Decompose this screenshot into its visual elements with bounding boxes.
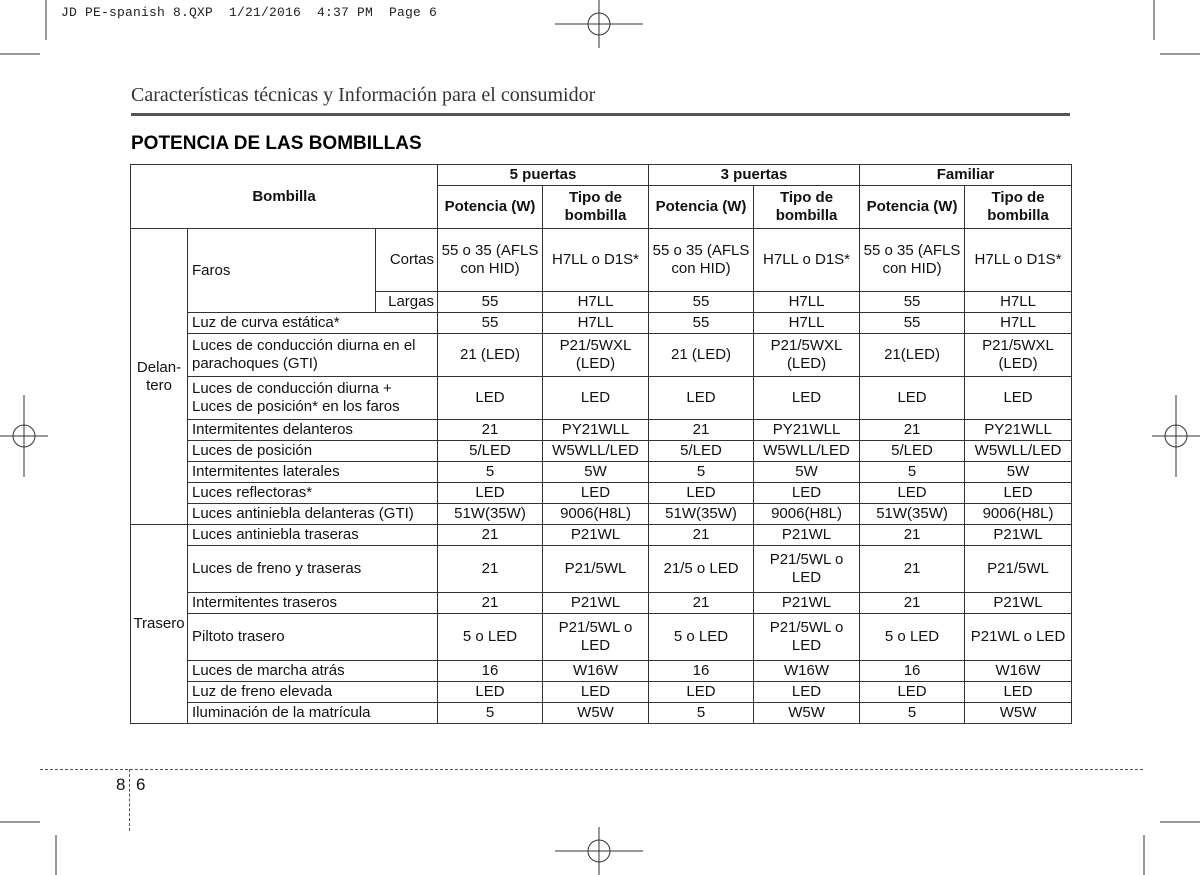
registration-mark-right xyxy=(1152,395,1200,477)
power-value: 5 xyxy=(649,462,754,483)
bulb-type-value: LED xyxy=(543,682,649,703)
table-row xyxy=(131,703,1072,724)
print-slug: JD PE-spanish 8.QXP 1/21/2016 4:37 PM Page 6 xyxy=(61,5,438,20)
power-header: Potencia (W) xyxy=(649,186,754,229)
bulb-name: Iluminación de la matrícula xyxy=(188,703,438,724)
bulb-name: Luces de marcha atrás xyxy=(188,661,438,682)
bulb-type-value: W5WLL/LED xyxy=(543,441,649,462)
running-head: Características técnicas y Información para el consumidor xyxy=(131,84,596,106)
table-row xyxy=(131,229,1072,292)
type-header: Tipo de bombilla xyxy=(965,186,1072,229)
power-value: LED xyxy=(860,483,965,504)
bulb-type-value: P21/5WL o LED xyxy=(543,614,649,661)
power-value: 5/LED xyxy=(438,441,543,462)
chapter-number: 8 xyxy=(116,775,126,794)
power-value: 21 xyxy=(860,546,965,593)
bulb-name: Luces antiniebla traseras xyxy=(188,525,438,546)
power-value: 51W(35W) xyxy=(649,504,754,525)
bulb-type-value: LED xyxy=(543,377,649,420)
bulb-type-value: LED xyxy=(965,682,1072,703)
table-row xyxy=(131,377,1072,420)
power-value: LED xyxy=(438,377,543,420)
power-value: LED xyxy=(860,682,965,703)
rear-group-label: Trasero xyxy=(131,525,188,724)
bulb-type-value: H7LL xyxy=(543,313,649,334)
power-value: 21 xyxy=(649,525,754,546)
bulb-name: Luces de conducción diurna + Luces de posición* en los faros xyxy=(188,377,438,420)
power-value: 5 xyxy=(649,703,754,724)
group-header-3-doors: 3 puertas xyxy=(649,165,860,186)
power-value: 21 xyxy=(649,420,754,441)
power-value: 5 xyxy=(438,462,543,483)
power-value: 55 o 35 (AFLS con HID) xyxy=(649,229,754,292)
bulb-type-value: H7LL xyxy=(965,292,1072,313)
power-value: 55 o 35 (AFLS con HID) xyxy=(860,229,965,292)
power-header: Potencia (W) xyxy=(438,186,543,229)
bulb-type-value: P21/5WL xyxy=(965,546,1072,593)
bulb-name: Luces antiniebla delanteras (GTI) xyxy=(188,504,438,525)
bulb-type-value: 9006(H8L) xyxy=(543,504,649,525)
registration-mark-left xyxy=(0,395,48,477)
power-value: 5/LED xyxy=(649,441,754,462)
power-value: LED xyxy=(438,483,543,504)
bulb-type-value: P21WL xyxy=(543,593,649,614)
footer-divider xyxy=(129,769,130,831)
power-value: 5 xyxy=(860,462,965,483)
bulb-type-value: P21WL xyxy=(754,593,860,614)
power-value: LED xyxy=(438,682,543,703)
bulb-type-value: H7LL xyxy=(754,292,860,313)
bulb-type-value: LED xyxy=(543,483,649,504)
footer-rule xyxy=(40,769,1143,770)
bulb-type-value: W5WLL/LED xyxy=(754,441,860,462)
power-value: 55 xyxy=(438,313,543,334)
bulb-type-value: 9006(H8L) xyxy=(965,504,1072,525)
bulb-type-value: P21WL xyxy=(754,525,860,546)
bulb-type-value: LED xyxy=(754,483,860,504)
bulb-name: Luces de freno y traseras xyxy=(188,546,438,593)
table-row xyxy=(131,334,1072,377)
table-row xyxy=(131,682,1072,703)
bulb-type-value: W16W xyxy=(543,661,649,682)
power-value: 21/5 o LED xyxy=(649,546,754,593)
power-value: 5 xyxy=(860,703,965,724)
power-value: 21 xyxy=(860,525,965,546)
bulb-header: Bombilla xyxy=(131,165,438,229)
bulb-type-value: 9006(H8L) xyxy=(754,504,860,525)
power-value: 16 xyxy=(438,661,543,682)
bulb-name: Intermitentes traseros xyxy=(188,593,438,614)
bulb-name: Intermitentes laterales xyxy=(188,462,438,483)
bulb-name: Intermitentes delanteros xyxy=(188,420,438,441)
bulb-name: Luz de freno elevada xyxy=(188,682,438,703)
power-value: 16 xyxy=(860,661,965,682)
bulb-type-value: H7LL o D1S* xyxy=(754,229,860,292)
header-rule xyxy=(131,113,1070,116)
power-value: 5 o LED xyxy=(860,614,965,661)
table-row xyxy=(131,420,1072,441)
power-value: 5/LED xyxy=(860,441,965,462)
bulb-name: Luces de posición xyxy=(188,441,438,462)
bulb-type-value: H7LL o D1S* xyxy=(543,229,649,292)
bulb-type-value: P21WL xyxy=(965,525,1072,546)
bulb-type-value: P21/5WXL (LED) xyxy=(754,334,860,377)
power-value: 21 xyxy=(649,593,754,614)
power-value: 21(LED) xyxy=(860,334,965,377)
bulb-type-value: LED xyxy=(754,682,860,703)
section-title: POTENCIA DE LAS BOMBILLAS xyxy=(131,133,422,154)
power-value: 21 xyxy=(438,593,543,614)
bulb-type-value: PY21WLL xyxy=(754,420,860,441)
bulb-type-value: 5W xyxy=(543,462,649,483)
power-value: 21 xyxy=(860,593,965,614)
type-header: Tipo de bombilla xyxy=(754,186,860,229)
bulb-type-value: P21WL xyxy=(965,593,1072,614)
bulb-type-value: H7LL o D1S* xyxy=(965,229,1072,292)
power-value: LED xyxy=(649,682,754,703)
power-value: 5 xyxy=(438,703,543,724)
bulb-type-value: W16W xyxy=(754,661,860,682)
bulb-type-value: P21/5WL xyxy=(543,546,649,593)
power-value: 55 o 35 (AFLS con HID) xyxy=(438,229,543,292)
power-value: 21 xyxy=(860,420,965,441)
bulb-name: Luz de curva estática* xyxy=(188,313,438,334)
bulb-type-value: H7LL xyxy=(543,292,649,313)
group-header-5-doors: 5 puertas xyxy=(438,165,649,186)
table-row xyxy=(131,614,1072,661)
power-value: 51W(35W) xyxy=(860,504,965,525)
table-row xyxy=(131,483,1072,504)
table-row xyxy=(131,593,1072,614)
power-value: 55 xyxy=(649,313,754,334)
table-row xyxy=(131,441,1072,462)
table-row xyxy=(131,504,1072,525)
bulb-subtype: Cortas xyxy=(376,229,438,292)
bulb-type-value: LED xyxy=(965,377,1072,420)
power-value: 55 xyxy=(438,292,543,313)
bulb-type-value: P21/5WL o LED xyxy=(754,614,860,661)
power-value: 16 xyxy=(649,661,754,682)
bulb-type-value: PY21WLL xyxy=(543,420,649,441)
table-row xyxy=(131,661,1072,682)
bulb-type-value: P21/5WL o LED xyxy=(754,546,860,593)
bulb-type-value: H7LL xyxy=(965,313,1072,334)
bulb-name: Piltoto trasero xyxy=(188,614,438,661)
bulb-type-value: P21WL o LED xyxy=(965,614,1072,661)
power-value: LED xyxy=(649,377,754,420)
power-value: 21 (LED) xyxy=(438,334,543,377)
type-header: Tipo de bombilla xyxy=(543,186,649,229)
page-number: 6 xyxy=(136,775,146,794)
bulb-power-table xyxy=(130,164,1072,724)
power-value: 5 o LED xyxy=(438,614,543,661)
table-row xyxy=(131,525,1072,546)
bulb-type-value: 5W xyxy=(754,462,860,483)
bulb-type-value: 5W xyxy=(965,462,1072,483)
bulb-name: Luces de conducción diurna en el parachoques (GTI) xyxy=(188,334,438,377)
power-value: 21 (LED) xyxy=(649,334,754,377)
bulb-name: Faros xyxy=(188,229,376,313)
registration-mark-top xyxy=(555,0,643,48)
table-row xyxy=(131,313,1072,334)
power-value: 55 xyxy=(860,313,965,334)
bulb-type-value: LED xyxy=(754,377,860,420)
bulb-type-value: W5W xyxy=(754,703,860,724)
bulb-type-value: W5W xyxy=(965,703,1072,724)
power-value: LED xyxy=(649,483,754,504)
power-value: 51W(35W) xyxy=(438,504,543,525)
bulb-type-value: P21/5WXL (LED) xyxy=(543,334,649,377)
power-value: 21 xyxy=(438,525,543,546)
table-row xyxy=(131,546,1072,593)
bulb-type-value: W5WLL/LED xyxy=(965,441,1072,462)
bulb-type-value: P21WL xyxy=(543,525,649,546)
power-value: 55 xyxy=(860,292,965,313)
bulb-type-value: W5W xyxy=(543,703,649,724)
bulb-subtype: Largas xyxy=(376,292,438,313)
bulb-type-value: W16W xyxy=(965,661,1072,682)
table-row xyxy=(131,462,1072,483)
bulb-type-value: PY21WLL xyxy=(965,420,1072,441)
group-header-familiar: Familiar xyxy=(860,165,1072,186)
front-group-label: Delan- tero xyxy=(131,229,188,525)
power-value: 21 xyxy=(438,420,543,441)
bulb-type-value: H7LL xyxy=(754,313,860,334)
power-header: Potencia (W) xyxy=(860,186,965,229)
power-value: 21 xyxy=(438,546,543,593)
bulb-type-value: LED xyxy=(965,483,1072,504)
power-value: 55 xyxy=(649,292,754,313)
bulb-type-value: P21/5WXL (LED) xyxy=(965,334,1072,377)
bulb-name: Luces reflectoras* xyxy=(188,483,438,504)
registration-mark-bottom xyxy=(555,827,643,875)
power-value: LED xyxy=(860,377,965,420)
power-value: 5 o LED xyxy=(649,614,754,661)
